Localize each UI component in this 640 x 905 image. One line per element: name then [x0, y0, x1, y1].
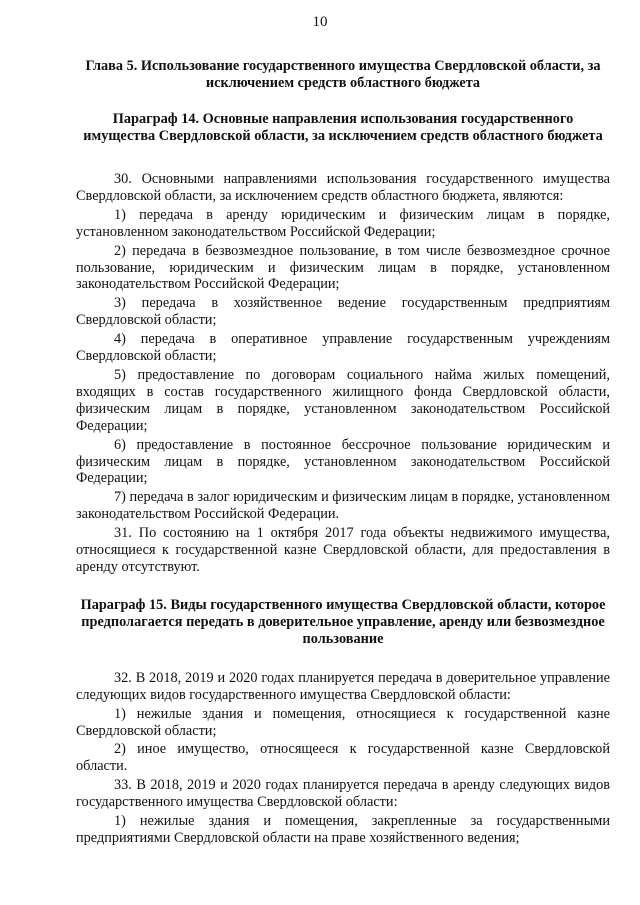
- document-body: [76, 58, 610, 849]
- chapter-title: Глава 5. Использование государственного имущества Свердловской области, за исключением средств областного бюджета: [85, 58, 601, 91]
- list-item: 4) передача в оперативное управление государственным учреждениям Свердловской области;: [76, 331, 610, 365]
- paragraph-14-title: Параграф 14. Основные направления использования государственного имущества Свердловской области, за исключением средств областного бюджета: [83, 111, 603, 144]
- list-item: 5) предоставление по договорам социального найма жилых помещений, входящих в состав государственного жилищного фонда Свердловской области, физическим лицам в порядке, установленном законодательством Российской Федерации;: [76, 366, 610, 434]
- list-item: 6) предоставление в постоянное бессрочное пользование юридическим и физическим лицам в порядке, установленном законодательством Российской Федерации;: [76, 436, 610, 487]
- list-item: 7) передача в залог юридическим и физическим лицам в порядке, установленном законодательством Российской Федерации.: [76, 489, 610, 523]
- list-item: 2) передача в безвозмездное пользование, в том числе безвозмездное срочное пользование, юридическим и физическим лицам в порядке, установленном законодательством Российской Федерации;: [76, 242, 610, 293]
- list-item: 3) передача в хозяйственное ведение государственным предприятиям Свердловской области;: [76, 295, 610, 329]
- clause-32: 32. В 2018, 2019 и 2020 годах планируется передача в доверительное управление следующих видов государственного имущества Свердловской области:: [76, 669, 610, 703]
- clause-30: 30. Основными направлениями использования государственного имущества Свердловской области, за исключением средств областного бюджета, являются:: [76, 171, 610, 204]
- list-item: 1) нежилые здания и помещения, относящиеся к государственной казне Свердловской области;: [76, 705, 610, 739]
- list-item: 2) иное имущество, относящееся к государственной казне Свердловской области.: [76, 741, 610, 775]
- section-15-body: [76, 670, 610, 847]
- clause-33: 33. В 2018, 2019 и 2020 годах планируется передача в аренду следующих видов государственного имущества Свердловской области:: [76, 777, 610, 811]
- page-number: 10: [312, 14, 328, 30]
- list-item: 1) нежилые здания и помещения, закрепленные за государственными предприятиями Свердловской области на праве хозяйственного ведения;: [76, 813, 610, 846]
- clause-31: 31. По состоянию на 1 октября 2017 года объекты недвижимого имущества, относящиеся к государственной казне Свердловской области, для предоставления в аренду отсутствуют.: [76, 525, 610, 575]
- list-item: 1) передача в аренду юридическим и физическим лицам в порядке, установленном законодательством Российской Федерации;: [76, 206, 610, 240]
- paragraph-15-title: Параграф 15. Виды государственного имущества Свердловской области, которое предполагается передать в доверительное управление, аренду или безвозмездное пользование: [80, 596, 606, 647]
- section-14-body: [76, 171, 610, 576]
